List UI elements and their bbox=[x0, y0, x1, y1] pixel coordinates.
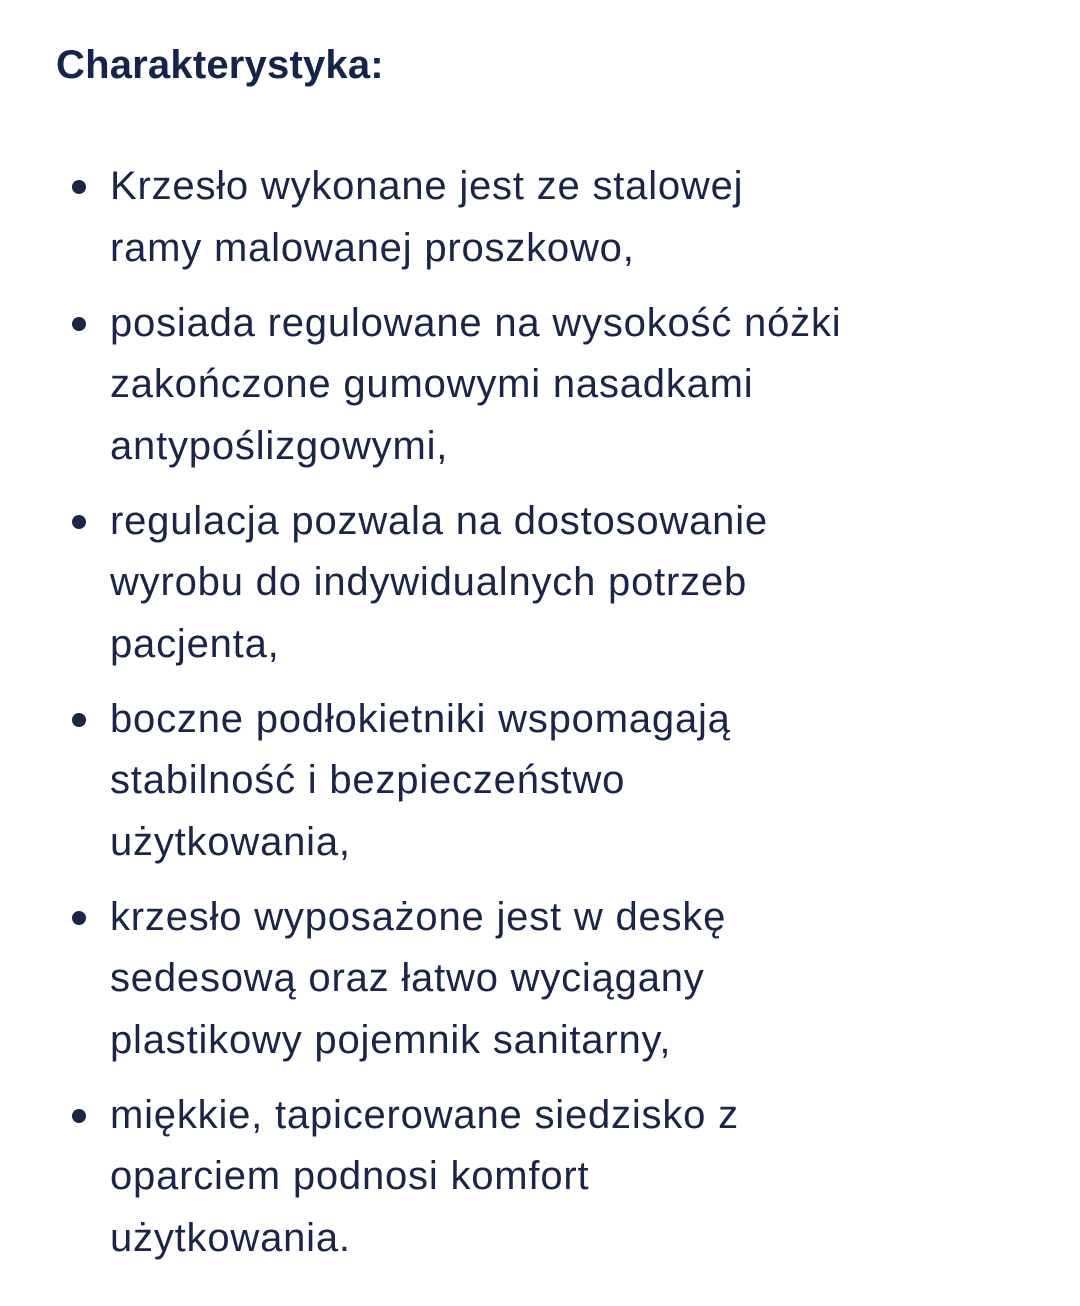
bullet-icon bbox=[72, 180, 86, 194]
list-item-text: miękkie, tapicerowane siedzisko z bbox=[110, 1092, 739, 1137]
list-item bbox=[70, 887, 950, 1072]
list-item-text: krzesło wyposażone jest w deskę bbox=[110, 894, 727, 939]
list-item bbox=[70, 156, 950, 279]
list-item-text: antypoślizgowymi, bbox=[110, 423, 449, 468]
list-item bbox=[70, 491, 950, 676]
list-item-text: ramy malowanej proszkowo, bbox=[110, 225, 635, 270]
list-item-text: pacjenta, bbox=[110, 621, 280, 666]
list-item bbox=[70, 293, 950, 478]
list-item-text: regulacja pozwala na dostosowanie bbox=[110, 498, 768, 543]
bullet-icon bbox=[72, 1109, 86, 1123]
list-item-text: boczne podłokietniki wspomagają bbox=[110, 696, 731, 741]
bullet-icon bbox=[72, 317, 86, 331]
list-item-text: plastikowy pojemnik sanitarny, bbox=[110, 1017, 672, 1062]
list-item-text: zakończone gumowymi nasadkami bbox=[110, 362, 754, 406]
list-item bbox=[70, 689, 950, 874]
features-list bbox=[70, 156, 950, 1283]
list-item-text: wyrobu do indywidualnych potrzeb bbox=[110, 560, 748, 604]
characteristics-section bbox=[56, 36, 1046, 94]
list-item-text: użytkowania, bbox=[110, 819, 351, 864]
list-item-text: stabilność i bezpieczeństwo bbox=[110, 758, 626, 802]
bullet-icon bbox=[72, 515, 86, 529]
list-item-text: oparciem podnosi komfort bbox=[110, 1154, 590, 1198]
section-title: Charakterystyka: bbox=[56, 43, 384, 87]
bullet-icon bbox=[72, 911, 86, 925]
list-item bbox=[70, 1085, 950, 1270]
bullet-icon bbox=[72, 713, 86, 727]
list-item-text: Krzesło wykonane jest ze stalowej bbox=[110, 164, 744, 208]
list-item-text: posiada regulowane na wysokość nóżki bbox=[110, 300, 842, 345]
list-item-text: użytkowania. bbox=[110, 1215, 351, 1260]
list-item-text: sedesową oraz łatwo wyciągany bbox=[110, 956, 705, 1000]
